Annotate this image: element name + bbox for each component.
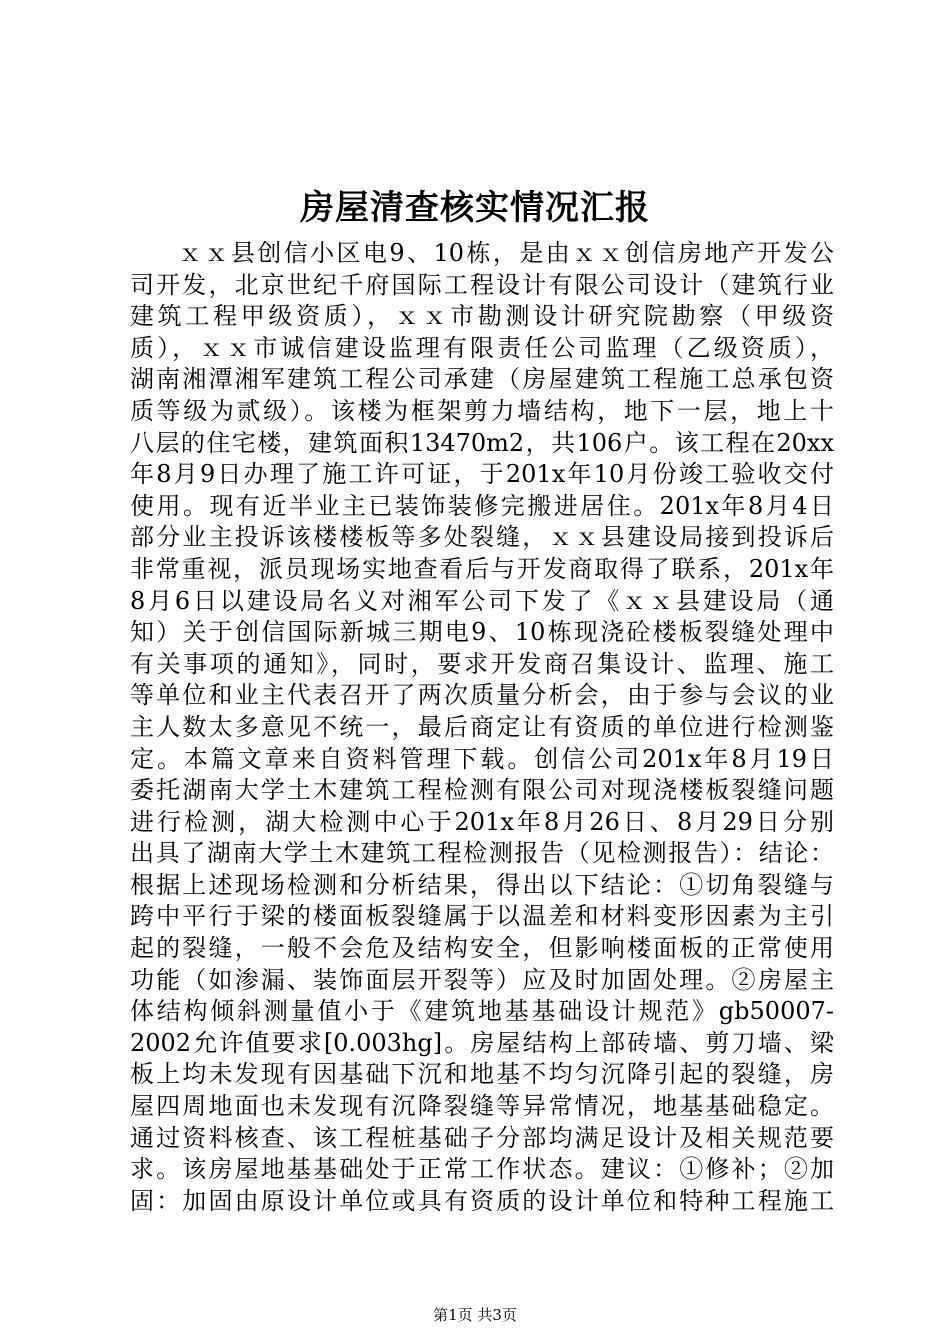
body-line: 部分业主投诉该楼楼板等多处裂缝，ｘｘ县建设局接到投诉后 — [130, 523, 834, 552]
body-line: 体结构倾斜测量值小于《建筑地基基础设计规范》gb50007- — [130, 997, 834, 1026]
body-line: 出具了湖南大学土木建筑工程检测报告（见检测报告）：结论： — [130, 839, 834, 868]
body-line: 建筑工程甲级资质），ｘｘ市勘测设计研究院勘察（甲级资 — [130, 302, 834, 331]
body-line: 进行检测，湖大检测中心于201x年8月26日、8月29日分别 — [130, 807, 834, 836]
body-line: 固：加固由原设计单位或具有资质的设计单位和特种工程施工 — [130, 1186, 834, 1215]
body-line: 起的裂缝，一般不会危及结构安全，但影响楼面板的正常使用 — [130, 934, 834, 963]
body-line: 质），ｘｘ市诚信建设监理有限责任公司监理（乙级资质）， — [130, 333, 834, 362]
body-line: 使用。现有近半业主已装饰装修完搬进居住。201x年8月4日 — [130, 491, 834, 520]
body-line: 八层的住宅楼，建筑面积13470m2，共106户。该工程在20xx — [130, 428, 834, 457]
body-line: 司开发，北京世纪千府国际工程设计有限公司设计（建筑行业 — [130, 270, 834, 299]
body-line: 板上均未发现有因基础下沉和地基不均匀沉降引起的裂缝，房 — [130, 1060, 834, 1089]
page-footer: 第1页 共3页 — [433, 1306, 517, 1324]
body-line: 屋四周地面也未发现有沉降裂缝等异常情况，地基基础稳定。 — [130, 1092, 834, 1121]
body-line: 功能（如渗漏、装饰面层开裂等）应及时加固处理。②房屋主 — [130, 965, 834, 994]
body-line: 主人数太多意见不统一，最后商定让有资质的单位进行检测鉴 — [130, 712, 834, 741]
body-line: 定。本篇文章来自资料管理下载。创信公司201x年8月19日 — [130, 744, 834, 773]
body-line: 根据上述现场检测和分析结果，得出以下结论：①切角裂缝与 — [130, 870, 834, 899]
body-line: 通过资料核查、该工程桩基础子分部均满足设计及相关规范要 — [130, 1123, 834, 1152]
body-line: 求。该房屋地基基础处于正常工作状态。建议：①修补；②加 — [130, 1155, 834, 1184]
body-line: ｘｘ县创信小区电9、10栋，是由ｘｘ创信房地产开发公 — [178, 239, 834, 267]
body-line: 质等级为贰级）。该楼为框架剪力墙结构，地下一层，地上十 — [130, 396, 834, 425]
body-line: 知）关于创信国际新城三期电9、10栋现浇砼楼板裂缝处理中 — [130, 618, 834, 647]
document-body — [130, 238, 834, 1217]
body-line: 湖南湘潭湘军建筑工程公司承建（房屋建筑工程施工总承包资 — [130, 365, 834, 394]
body-line: 年8月9日办理了施工许可证，于201x年10月份竣工验收交付 — [130, 460, 834, 489]
body-line: 8月6日以建设局名义对湘军公司下发了《ｘｘ县建设局（通 — [130, 586, 834, 615]
body-line: 跨中平行于梁的楼面板裂缝属于以温差和材料变形因素为主引 — [130, 902, 834, 931]
body-line: 有关事项的通知》，同时，要求开发商召集设计、监理、施工 — [130, 649, 834, 678]
body-line: 非常重视，派员现场实地查看后与开发商取得了联系，201x年 — [130, 554, 834, 583]
body-line: 等单位和业主代表召开了两次质量分析会，由于参与会议的业 — [130, 681, 834, 710]
document-title: 房屋清查核实情况汇报 — [300, 188, 650, 228]
body-line: 委托湖南大学土木建筑工程检测有限公司对现浇楼板裂缝问题 — [130, 776, 834, 805]
body-line: 2002允许值要求[0.003hg]。房屋结构上部砖墙、剪刀墙、梁 — [130, 1028, 834, 1057]
